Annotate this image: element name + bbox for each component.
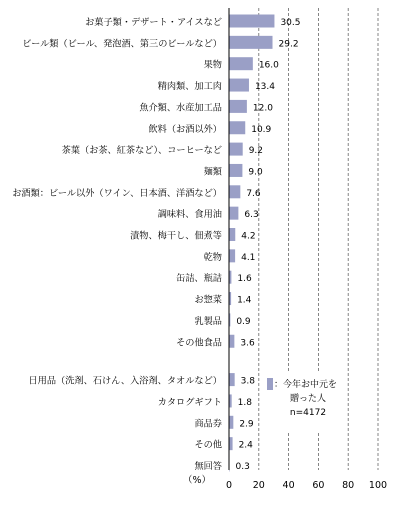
category-label-20: 無回答: [194, 461, 222, 472]
category-label-15: その他食品: [176, 337, 222, 349]
value-label-11: 4.1: [241, 252, 256, 263]
value-label-2: 16.0: [258, 60, 279, 71]
value-label-14: 0.9: [236, 316, 251, 327]
value-label-20: 0.3: [235, 462, 250, 472]
value-label-17: 1.8: [237, 397, 253, 408]
bar-9: [229, 207, 238, 220]
value-label-1: 29.2: [278, 39, 299, 50]
bar-1: [229, 36, 273, 49]
category-label-19: その他: [194, 439, 222, 451]
category-label-8: お酒類：ビール以外（ワイン、日本酒、洋酒など）: [12, 187, 222, 199]
bar-18: [229, 416, 233, 429]
x-tick-label-40: 40: [282, 480, 295, 491]
bar-8: [229, 185, 240, 198]
x-tick-label-80: 80: [342, 480, 355, 491]
value-label-13: 1.4: [237, 295, 252, 306]
x-tick-label-100: 100: [368, 480, 388, 491]
unit-label: （%）: [182, 475, 212, 486]
legend-line-0: ：今年お中元を: [274, 380, 338, 390]
value-label-18: 2.9: [239, 419, 254, 430]
category-label-3: 精肉類、加工肉: [157, 81, 222, 93]
category-label-14: 乳製品: [194, 315, 222, 327]
category-label-18: 商品券: [194, 418, 222, 430]
category-label-4: 魚介類、水産加工品: [139, 102, 222, 114]
bar-3: [229, 79, 249, 92]
value-label-6: 9.2: [248, 146, 264, 157]
category-label-7: 麺類: [203, 166, 222, 178]
category-label-17: カタログギフト: [157, 396, 222, 408]
category-label-10: 漬物、梅干し、佃煮等: [130, 230, 222, 242]
value-label-15: 3.6: [240, 338, 255, 349]
value-label-3: 13.4: [254, 82, 276, 93]
bar-10: [229, 228, 235, 241]
bar-19: [229, 437, 233, 450]
bar-2: [229, 57, 253, 70]
category-label-0: お菓子類・デザート・アイスなど: [85, 17, 222, 28]
x-tick-label-60: 60: [312, 480, 325, 491]
legend-swatch: [267, 378, 273, 390]
bar-6: [229, 143, 243, 156]
category-label-1: ビール類（ビール、発泡酒、第三のビールなど）: [22, 38, 222, 50]
bar-5: [229, 121, 245, 134]
bar-16: [229, 373, 235, 386]
value-label-9: 6.3: [244, 210, 259, 221]
category-label-9: 調味料、食用油: [157, 209, 222, 221]
value-label-10: 4.2: [241, 231, 256, 242]
bar-7: [229, 164, 242, 177]
category-label-11: 乾物: [203, 251, 222, 263]
value-label-0: 30.5: [280, 18, 301, 28]
value-label-12: 1.6: [237, 274, 252, 285]
category-label-12: 缶詰、瓶詰: [176, 273, 222, 285]
category-label-2: 果物: [203, 59, 222, 71]
value-label-5: 10.9: [251, 124, 272, 135]
value-label-19: 2.4: [238, 440, 253, 451]
category-label-16: 日用品（洗剤、石けん、入浴剤、タオルなど）: [28, 375, 222, 387]
x-tick-label-0: 0: [225, 480, 233, 491]
category-label-13: お惣菜: [194, 294, 222, 306]
bar-11: [229, 249, 235, 262]
legend-line-2: n=4172: [289, 408, 327, 418]
category-label-6: 茶葉（お茶、紅茶など）、コーヒーなど: [61, 145, 222, 157]
value-label-7: 9.0: [248, 167, 263, 178]
value-label-8: 7.6: [246, 188, 261, 199]
category-labels: [12, 16, 223, 472]
bar-15: [229, 335, 234, 348]
bar-0: [229, 15, 274, 28]
bar-4: [229, 100, 247, 113]
category-label-5: 飲料（お酒以外）: [148, 123, 222, 135]
value-label-4: 12.0: [252, 103, 273, 114]
legend: [264, 371, 346, 431]
legend-line-1: 贈った人: [289, 394, 327, 404]
x-tick-label-20: 20: [252, 480, 265, 491]
value-label-16: 3.8: [240, 376, 255, 387]
